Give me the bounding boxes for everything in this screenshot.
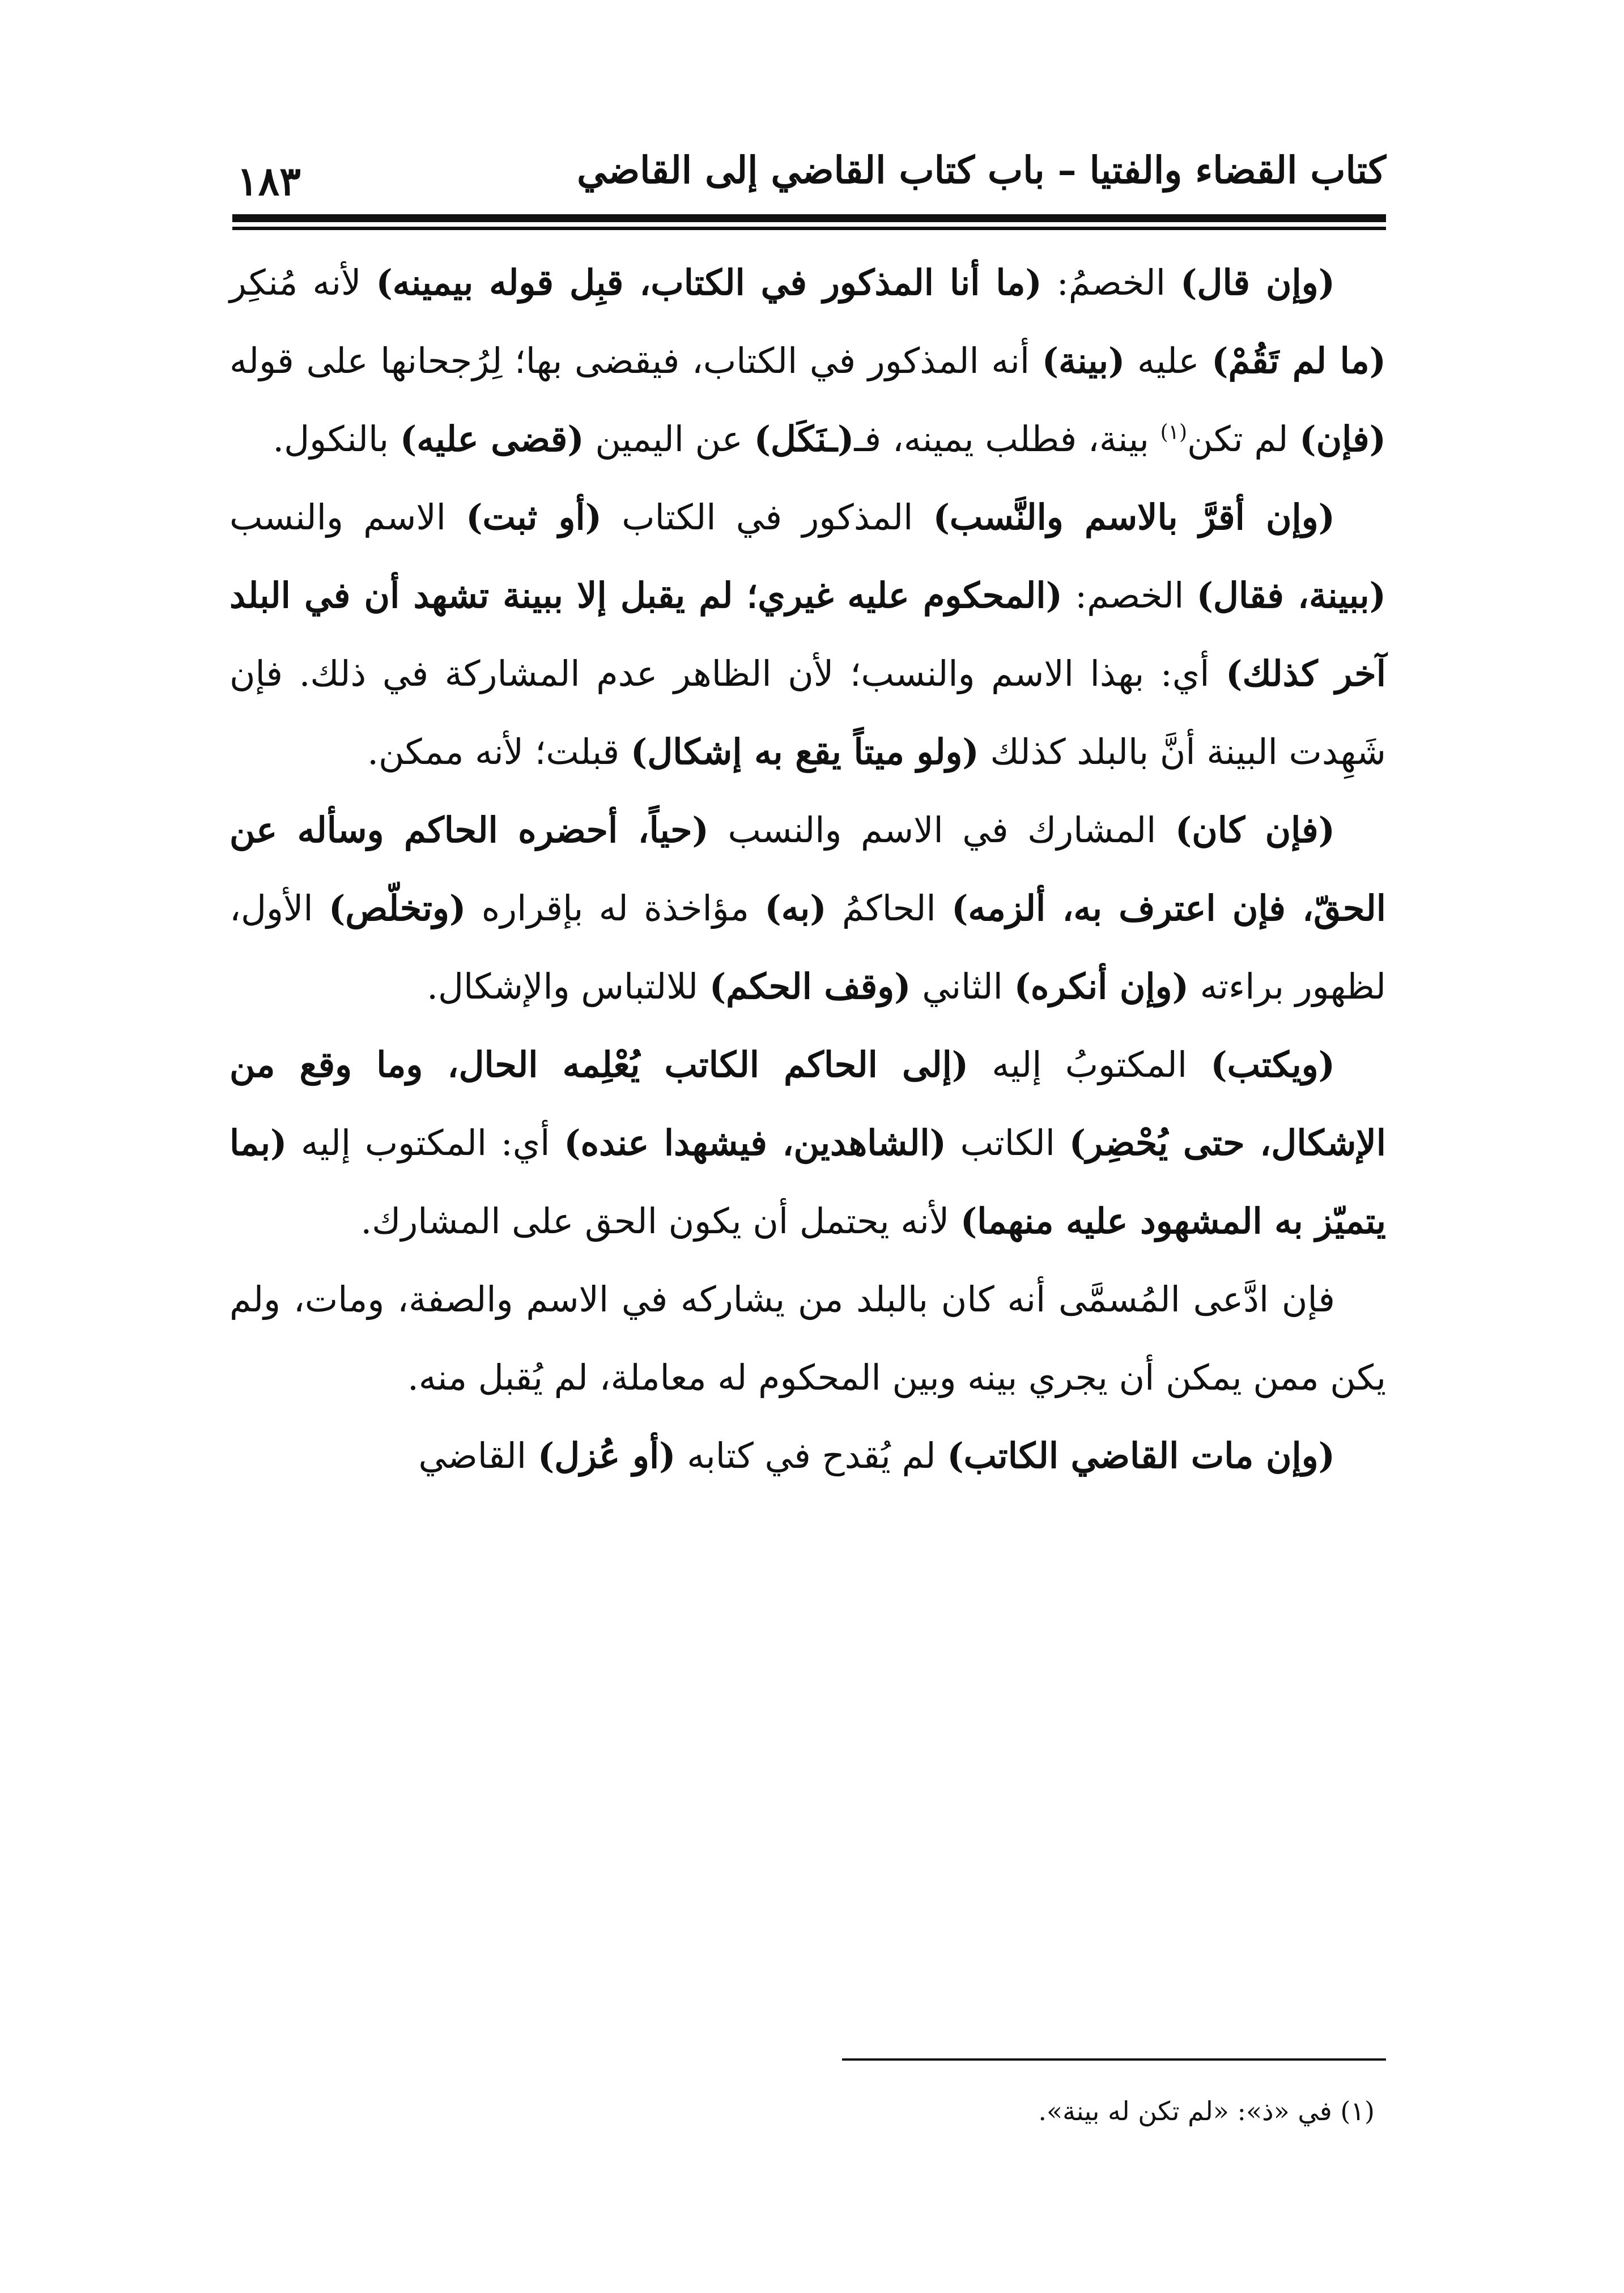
sharh-text: المكتوبُ إليه: [968, 1044, 1211, 1085]
page-number: ١٨٣: [237, 158, 301, 205]
sharh-text: لأنه يحتمل أن يكون الحق على المشارك.: [360, 1200, 960, 1242]
sharh-text: مؤاخذة له بإقراره: [466, 888, 765, 929]
sharh-text: فإن ادَّعى المُسمَّى أنه كان بالبلد من يشاركه في الاسم والصفة، ومات، ولم يكن ممن يمكن أن يجري بينه وبين المحكوم له معاملة، لم يُقبل منه.: [229, 1279, 1386, 1398]
matn-text: (وإن أنكره): [1014, 966, 1189, 1007]
header-rule-thick: [232, 214, 1386, 222]
matn-text: (إلى الحاكم الكاتب يُعْلِمه الحال، وما وقع من الإشكال، حتى يُحْضِر): [229, 1044, 1386, 1164]
paragraph: [229, 244, 1386, 478]
matn-text: (ولو ميتاً يقع به إشكال): [630, 731, 979, 772]
matn-text: (به): [764, 888, 827, 929]
footnote-marker: (١): [1160, 421, 1187, 444]
sharh-text: الثاني: [911, 966, 1014, 1007]
matn-text: (المحكوم عليه غيري؛ لم يقبل إلا ببينة تشهد أن في البلد آخر كذلك): [229, 575, 1386, 694]
paragraph: [229, 1260, 1386, 1417]
sharh-text: أي: المكتوب إليه: [287, 1122, 564, 1164]
matn-text: (أو عُزل): [537, 1435, 676, 1476]
sharh-text: لم يُقدح في كتابه: [675, 1435, 947, 1476]
paragraph: [229, 791, 1386, 1026]
matn-text: (فإن كان): [1175, 809, 1335, 851]
matn-text: (ما لم تَقُمْ): [1211, 340, 1387, 381]
sharh-text: المذكور في الكتاب: [602, 496, 933, 538]
matn-text: (وقف الحكم): [709, 966, 911, 1007]
matn-text: (ويكتب): [1210, 1044, 1336, 1085]
sharh-text: أي: بهذا الاسم والنسب؛ لأن الظاهر عدم المشاركة في ذلك. فإن شَهِدت البينة أنَّ بالبلد كذلك: [229, 653, 1386, 772]
matn-text: (الشاهدين، فيشهدا عنده): [564, 1122, 946, 1164]
sharh-text: الاسم والنسب: [229, 496, 466, 538]
matn-text: (حياً، أحضره الحاكم وسأله عن الحقّ، فإن اعترف به، ألزمه): [229, 809, 1386, 929]
footnote: (١) في «ذ»: «لم تكن له بينة».: [1038, 2096, 1375, 2126]
sharh-text: الخصمُ:: [1041, 262, 1181, 303]
sharh-text: أنه المذكور في الكتاب، فيقضى بها؛ لِرُجحانها على قوله: [229, 340, 1042, 381]
sharh-text: القاضي: [418, 1435, 538, 1476]
footnote-separator: [842, 2058, 1386, 2061]
matn-text: (بما يتميّز به المشهود عليه منهما): [229, 1122, 1386, 1242]
matn-text: (وتخلّص): [328, 888, 466, 929]
matn-text: (فإن): [1299, 418, 1386, 460]
sharh-text: لم تكن: [1187, 418, 1300, 460]
paragraph: [229, 1417, 1386, 1495]
sharh-text: الخصم:: [1062, 575, 1197, 616]
sharh-text: عن اليمين: [584, 418, 754, 460]
sharh-text: المشارك في الاسم والنسب: [708, 809, 1175, 851]
matn-text: (بينة): [1041, 340, 1125, 381]
sharh-text: بالنكول.: [273, 418, 400, 460]
page-header: [232, 145, 1386, 207]
sharh-text: الحاكمُ: [826, 888, 952, 929]
sharh-text: للالتباس والإشكال.: [427, 966, 709, 1007]
matn-text: (أو ثبت): [466, 496, 602, 538]
sharh-text: بينة، فطلب يمينه، فـ: [854, 418, 1160, 460]
sharh-text: لأنه مُنكِر: [229, 262, 376, 303]
matn-text: (قضى عليه): [399, 418, 584, 460]
sharh-text: الكاتب: [946, 1122, 1069, 1164]
body-text: [229, 244, 1386, 1495]
running-title: كتاب القضاء والفتيا – باب كتاب القاضي إلى القاضي: [577, 148, 1386, 192]
sharh-text: قبلت؛ لأنه ممكن.: [367, 731, 631, 772]
matn-text: (ببينة، فقال): [1196, 575, 1386, 616]
sharh-text: الأول، لظهور براءته: [229, 888, 1386, 1007]
matn-text: (ما أنا المذكور في الكتاب، قبِل قوله بيمينه): [376, 262, 1042, 303]
header-rule-thin: [232, 227, 1386, 230]
matn-text: (وإن قال): [1180, 262, 1335, 303]
matn-text: (ـنَكَل): [754, 418, 854, 460]
sharh-text: عليه: [1125, 340, 1212, 381]
paragraph: [229, 1026, 1386, 1260]
matn-text: (وإن مات القاضي الكاتب): [947, 1435, 1335, 1476]
paragraph: [229, 478, 1386, 791]
matn-text: (وإن أقرَّ بالاسم والنَّسب): [933, 496, 1335, 538]
